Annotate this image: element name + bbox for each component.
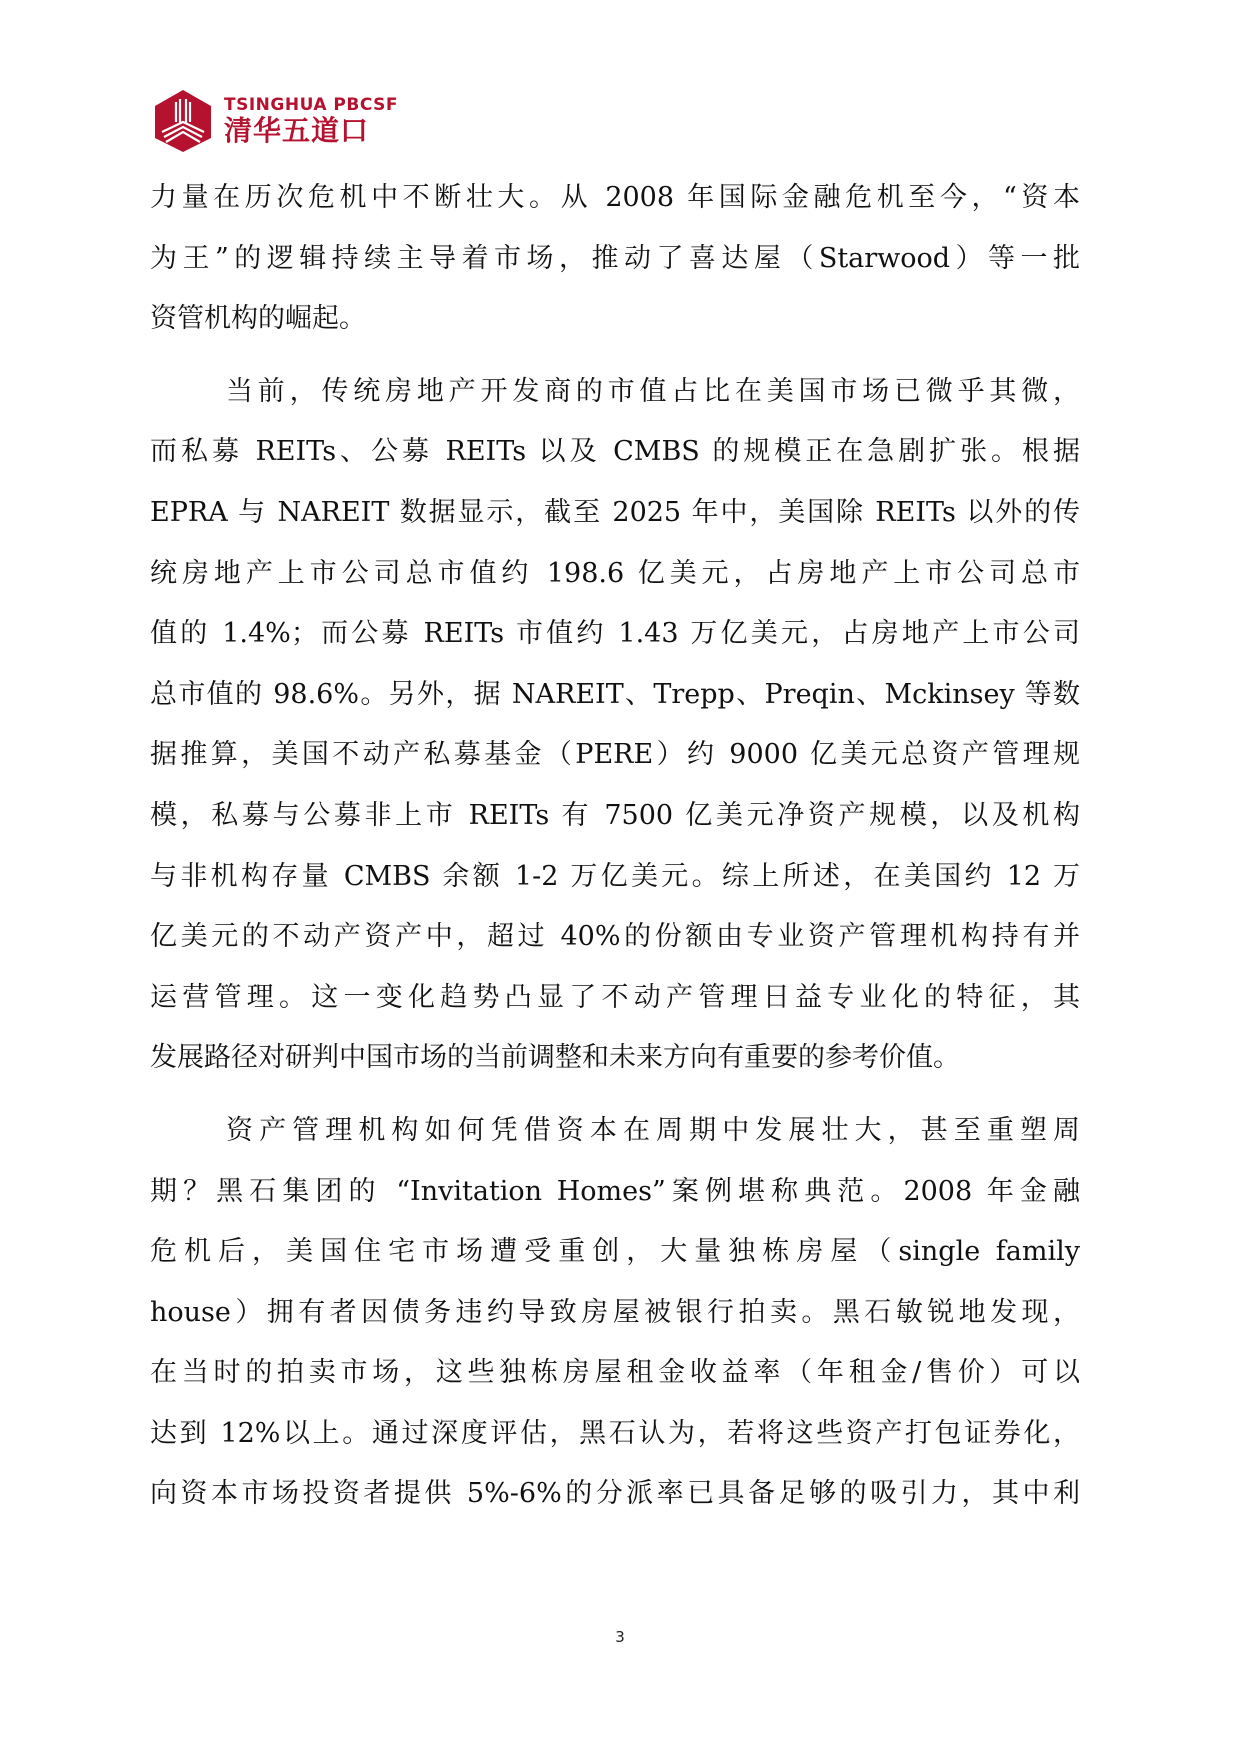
text-line: 力量在历次危机中不断壮大。从 2008 年国际金融危机至今，“资本 [150,182,1080,213]
text-line: 与非机构存量 CMBS 余额 1-2 万亿美元。综上所述，在美国约 12 万 [150,860,1080,892]
text-line: 而私募 REITs、公募 REITs 以及 CMBS 的规模正在急剧扩张。根据 [150,436,1080,468]
text-line: 资管机构的崛起。 [150,303,366,335]
logo-text [224,95,398,147]
text-line: 达到 12%以上。通过深度评估，黑石认为，若将这些资产打包证券化， [150,1417,1080,1449]
logo-chinese-name: 清华五道口 [224,114,370,147]
text-line: 发展路径对研判中国市场的当前调整和未来方向有重要的参考价值。 [150,1042,960,1074]
paragraph-3 [150,1101,1080,1525]
text-line: 值的 1.4%；而公募 REITs 市值约 1.43 万亿美元，占房地产上市公司 [150,618,1080,650]
logo-english-name: TSINGHUA PBCSF [224,95,398,115]
text-line: 统房地产上市公司总市值约 198.6 亿美元，占房地产上市公司总市 [150,557,1080,589]
paragraph-1 [150,168,1080,350]
text-line: 资产管理机构如何凭借资本在周期中发展壮大，甚至重塑周 [226,1114,1080,1146]
paragraph-2 [150,362,1080,1089]
text-line: 在当时的拍卖市场，这些独栋房屋租金收益率（年租金/售价）可以 [150,1357,1080,1389]
text-line: 据推算，美国不动产私募基金（PERE）约 9000 亿美元总资产管理规 [150,739,1080,771]
text-line: 向资本市场投资者提供 5%-6%的分派率已具备足够的吸引力，其中利 [150,1478,1080,1510]
text-line: 亿美元的不动产资产中，超过 40%的份额由专业资产管理机构持有并 [150,921,1080,953]
page-number: 3 [615,1628,625,1646]
text-line: EPRA 与 NAREIT 数据显示，截至 2025 年中，美国除 REITs 以外的传 [150,496,1080,528]
text-line: 模，私募与公募非上市 REITs 有 7500 亿美元净资产规模，以及机构 [150,799,1080,831]
text-line: house）拥有者因债务违约导致房屋被银行拍卖。黑石敏锐地发现， [150,1296,1080,1328]
text-line: 当前，传统房地产开发商的市值占比在美国市场已微乎其微， [226,375,1080,407]
document-header [152,88,398,154]
text-line: 为王”的逻辑持续主导着市场，推动了喜达屋（Starwood）等一批 [150,242,1080,274]
document-body [150,168,1080,1525]
text-line: 期？黑石集团的 “Invitation Homes”案例堪称典范。2008 年金融 [150,1175,1080,1207]
text-line: 危机后，美国住宅市场遭受重创，大量独栋房屋（single family [150,1236,1080,1268]
pbcsf-hexagon-logo-icon [152,88,214,154]
text-line: 总市值的 98.6%。另外，据 NAREIT、Trepp、Preqin、Mckinsey 等数 [150,678,1080,710]
text-line: 运营管理。这一变化趋势凸显了不动产管理日益专业化的特征，其 [150,981,1080,1013]
